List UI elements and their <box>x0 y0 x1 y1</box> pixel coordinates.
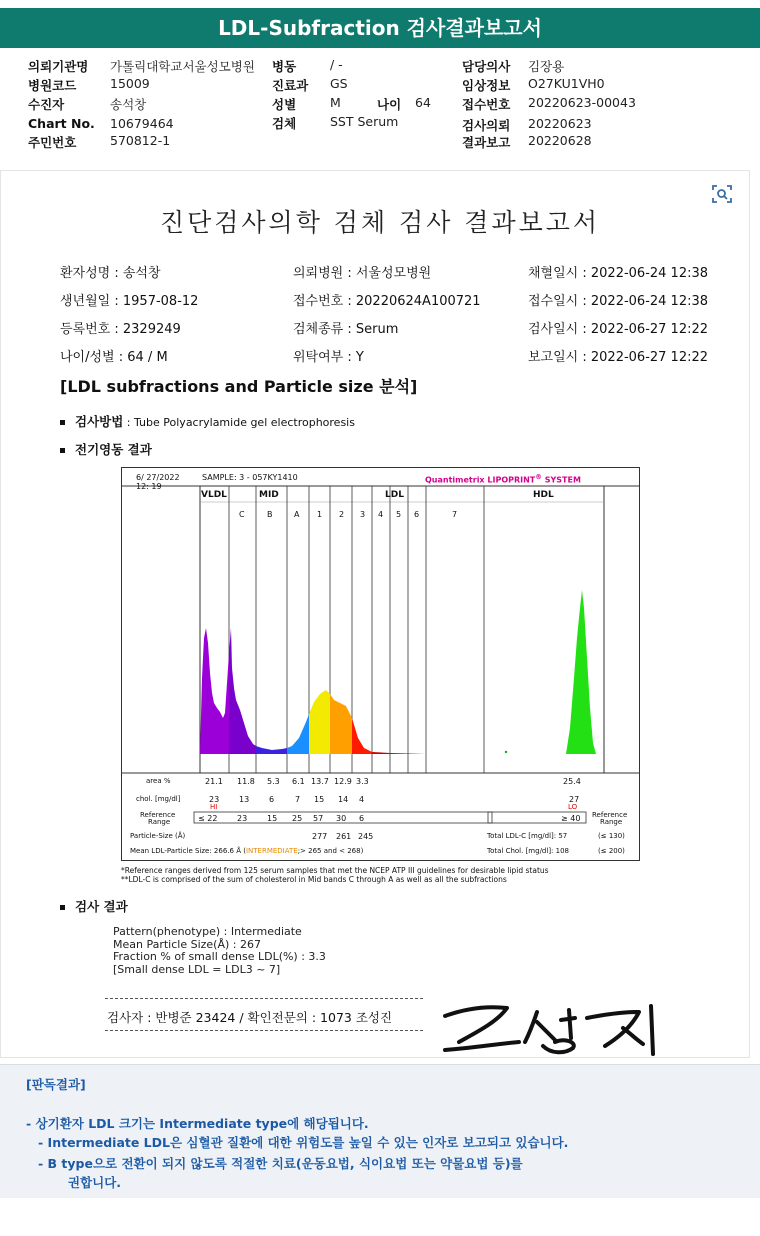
group-mid: MID <box>259 490 279 500</box>
total-ldl-ref: (≤ 130) <box>598 832 625 840</box>
band-label: A <box>294 510 300 519</box>
department-label: 진료과 <box>272 78 309 93</box>
mid-b-band <box>256 746 287 754</box>
reference-label: Reference <box>592 811 628 819</box>
header-value <box>528 95 636 110</box>
method-value: : Tube Polyacrylamide gel electrophoresis <box>123 416 355 429</box>
patient-label: 수진자 <box>28 97 65 112</box>
header-value <box>330 57 343 72</box>
clinical-info-value: O27KU1VH0 <box>528 76 605 91</box>
reference-label: Reference <box>140 811 176 819</box>
age-label: 나이 <box>377 97 402 112</box>
received-datetime: 접수일시 : 2022-06-24 12:38 <box>528 294 709 309</box>
header-value <box>528 133 592 148</box>
tester-line: 검사자 : 반병준 23424 / 확인전문의 : 1073 조성진 <box>107 1010 393 1025</box>
test-results <box>113 926 326 976</box>
ref-value: 6 <box>359 814 365 823</box>
clinical-info-label: 임상정보 <box>462 78 511 93</box>
ref-value: 25 <box>292 814 303 823</box>
test-datetime: 검사일시 : 2022-06-27 12:22 <box>528 322 709 337</box>
electrophoresis-plot <box>122 468 639 860</box>
ref-value: ≤ 22 <box>198 814 218 823</box>
referring-hospital: 의뢰병원 : 서울성모병원 <box>293 266 432 281</box>
particle-size-value: 245 <box>358 832 374 841</box>
bullet-icon <box>60 448 65 453</box>
particle-size-value: 261 <box>336 832 352 841</box>
judgement-line: - B type으로 전환이 되지 않도록 적절한 치료(운동요법, 식이요법 또는 약물요법 등)를 <box>38 1156 523 1171</box>
report-date-label: 결과보고 <box>462 135 511 150</box>
mean-tail: ;> 265 and < 268) <box>297 847 364 855</box>
result-bullet <box>60 897 128 915</box>
report-datetime: 보고일시 : 2022-06-27 12:22 <box>528 350 709 365</box>
group-hdl: HDL <box>533 490 554 500</box>
sex-label: 성별 <box>272 97 297 112</box>
hdl-ref-value: ≥ 40 <box>561 814 581 823</box>
area-value: 13.7 <box>311 777 329 786</box>
band-label: 7 <box>452 510 458 519</box>
ref-value: 57 <box>313 814 324 823</box>
band-label: 1 <box>317 510 323 519</box>
header-label <box>28 116 95 131</box>
method-bullet <box>60 412 355 430</box>
chart-no-label: Chart No. <box>28 116 95 131</box>
band-label: 6 <box>414 510 420 519</box>
hospital-code-label: 병원코드 <box>28 78 77 93</box>
reference-label: Range <box>148 818 171 826</box>
header-value <box>528 57 564 75</box>
specimen-value: SST Serum <box>330 114 399 129</box>
chart-brand <box>425 473 581 485</box>
ldl4-7-band <box>372 752 426 754</box>
band-label: 3 <box>360 510 366 519</box>
band-label: 2 <box>339 510 345 519</box>
note-2: **LDL-C is comprised of the sum of cholesterol in Mid bands C through A as well as all the subfractions <box>121 875 507 884</box>
header-value <box>528 116 592 131</box>
small-dense-fraction: Fraction % of small dense LDL(%) : 3.3 <box>113 950 326 963</box>
total-chol-ref: (≤ 200) <box>598 847 625 855</box>
band-label: 5 <box>396 510 402 519</box>
area-value: 11.8 <box>237 777 255 786</box>
group-ldl: LDL <box>385 490 404 500</box>
ref-value: 30 <box>336 814 347 823</box>
header-label <box>272 57 296 75</box>
request-label: 검사의뢰 <box>462 118 511 133</box>
header-value <box>330 95 341 110</box>
low-flag: LO <box>568 803 578 811</box>
total-chol: Total Chol. [mg/dl]: 108 <box>487 847 569 855</box>
judgement-title: [판독결과] <box>26 1077 86 1092</box>
header-row-1 <box>28 57 88 75</box>
band-label: B <box>267 510 273 519</box>
header-value <box>110 76 150 91</box>
resident-no-value: 570812-1 <box>110 133 171 148</box>
header-label <box>28 76 76 94</box>
ref-value: 23 <box>237 814 248 823</box>
header-value <box>528 76 605 91</box>
chart-no-value: 10679464 <box>110 116 174 131</box>
ldl3-band <box>352 718 372 754</box>
chol-value: 7 <box>295 795 301 804</box>
header-label: 의뢰기관명 <box>28 59 89 74</box>
mean-label: Mean LDL-Particle Size: 266.6 Å ( <box>130 847 246 855</box>
ref-value: 15 <box>267 814 278 823</box>
header-label <box>28 133 76 151</box>
chol-value: 14 <box>338 795 349 804</box>
header-value <box>110 116 174 131</box>
chol-label: chol. [mg/dl] <box>136 795 181 803</box>
receipt-label: 접수번호 <box>462 97 511 112</box>
ldl1-band <box>309 690 330 754</box>
particle-size-value: 277 <box>312 832 328 841</box>
header-value <box>110 133 170 148</box>
birth-date: 생년월일 : 1957-08-12 <box>60 294 199 309</box>
brand-name: Quantimetrix LIPOPRINT <box>425 475 536 485</box>
sex-value: M <box>330 95 341 110</box>
band-label: C <box>239 510 245 519</box>
header-value <box>330 114 398 129</box>
area-value: 6.1 <box>292 777 305 786</box>
particle-size-label: Particle-Size (Å) <box>130 832 186 840</box>
bullet-icon <box>60 420 65 425</box>
ward-value: / - <box>330 57 343 72</box>
hdl-area-value: 25.4 <box>563 777 581 786</box>
pattern: Pattern(phenotype) : Intermediate <box>113 925 302 938</box>
outsourced-flag: 위탁여부 : Y <box>293 350 364 365</box>
header-label <box>377 95 401 113</box>
report-title-bar <box>0 8 760 48</box>
area-value: 12.9 <box>334 777 352 786</box>
electrophoresis-label: 전기영동 결과 <box>75 442 152 457</box>
brand-mark: ® <box>535 473 542 481</box>
header-value <box>415 95 431 110</box>
bullet-icon <box>60 905 65 910</box>
ward-label: 병동 <box>272 59 297 74</box>
chol-value: 4 <box>359 795 365 804</box>
band-label: 4 <box>378 510 384 519</box>
patient-value: 송석창 <box>110 97 147 112</box>
judgement-header <box>0 1064 760 1104</box>
receipt-value: 20220623-00043 <box>528 95 636 110</box>
note-1: *Reference ranges derived from 125 serum samples that met the NCEP ATP III guidelines for desirable lipid status <box>121 866 549 875</box>
chart-notes <box>121 866 549 884</box>
area-value: 5.3 <box>267 777 280 786</box>
divider <box>105 998 423 999</box>
header-label <box>462 76 510 94</box>
specimen-type: 검체종류 : Serum <box>293 322 399 337</box>
hospital-name: 가톨릭대학교서울성모병원 <box>110 59 255 74</box>
header-label <box>272 95 296 113</box>
area-value: 21.1 <box>205 777 223 786</box>
header-label <box>462 57 510 75</box>
request-value: 20220623 <box>528 116 592 131</box>
hdl-chol-value: 27 <box>569 795 580 804</box>
signature <box>437 998 667 1058</box>
small-dense-definition: [Small dense LDL = LDL3 ~ 7] <box>113 962 281 976</box>
report-date-value: 20220628 <box>528 133 592 148</box>
header-value <box>330 76 348 91</box>
document-title: 진단검사의학 검체 검사 결과보고서 <box>159 208 601 237</box>
result-label: 검사 결과 <box>75 899 128 914</box>
chart-time: 12: 19 <box>136 482 162 491</box>
department-value: GS <box>330 76 348 91</box>
reference-label: Range <box>600 818 623 826</box>
header-label <box>272 114 296 132</box>
accession-number: 접수번호 : 20220624A100721 <box>293 294 481 309</box>
doctor-value: 김장용 <box>528 59 565 74</box>
total-ldl: Total LDL-C [mg/dl]: 57 <box>487 832 568 840</box>
vldl-peak <box>200 628 229 754</box>
header-label <box>28 95 64 113</box>
ldl2-band <box>330 694 352 754</box>
header-value <box>110 95 146 113</box>
area-label: area % <box>146 777 171 785</box>
mid-c-band <box>229 628 256 754</box>
resident-no-label: 주민번호 <box>28 135 77 150</box>
plot-frame <box>200 486 604 773</box>
judgement-body <box>0 1102 760 1198</box>
lipoprint-chart <box>121 467 640 861</box>
method-label: 검사방법 <box>75 414 124 429</box>
group-vldl: VLDL <box>201 490 227 500</box>
specimen-label: 검체 <box>272 116 297 131</box>
mean-particle-size: Mean Particle Size(Å) : 267 <box>113 937 261 951</box>
age-sex: 나이/성별 : 64 / M <box>60 350 168 365</box>
area-value: 3.3 <box>356 777 369 786</box>
divider <box>105 1030 423 1031</box>
chol-value: 15 <box>314 795 325 804</box>
brand-suffix: SYSTEM <box>541 475 581 485</box>
report-title: LDL-Subfraction 검사결과보고서 <box>218 16 542 40</box>
header-value <box>110 57 255 75</box>
high-flag: HI <box>210 803 218 811</box>
judgement-line: 권합니다. <box>68 1175 122 1190</box>
chart-sample: SAMPLE: 3 - 057KY1410 <box>202 473 298 482</box>
chol-value: 13 <box>239 795 250 804</box>
age-value: 64 <box>415 95 431 110</box>
hdl-marker <box>505 751 507 753</box>
section-title: [LDL subfractions and Particle size 분석] <box>60 377 418 396</box>
judgement-line: - Intermediate LDL은 심혈관 질환에 대한 위험도를 높일 수 있는 인자로 보고되고 있습니다. <box>38 1135 569 1150</box>
header-label <box>272 76 308 94</box>
hdl-peak <box>566 590 596 754</box>
mean-class: INTERMEDIATE <box>245 847 298 855</box>
image-search-icon[interactable] <box>711 183 733 205</box>
hospital-code-value: 15009 <box>110 76 150 91</box>
registration-number: 등록번호 : 2329249 <box>60 322 181 337</box>
electrophoresis-bullet <box>60 440 152 458</box>
chart-date: 6/ 27/2022 <box>136 473 180 482</box>
patient-name: 환자성명 : 송석창 <box>60 266 161 281</box>
collection-datetime: 채혈일시 : 2022-06-24 12:38 <box>528 266 709 281</box>
mean-ldl-size <box>130 847 363 855</box>
mid-a-band <box>287 714 309 754</box>
doctor-label: 담당의사 <box>462 59 511 74</box>
chol-value: 6 <box>269 795 275 804</box>
judgement-line: - 상기환자 LDL 크기는 Intermediate type에 해당됩니다. <box>26 1116 369 1131</box>
chol-value: 23 <box>209 795 220 804</box>
header-label <box>462 116 510 134</box>
header-label <box>462 95 510 113</box>
header-label <box>462 133 510 151</box>
